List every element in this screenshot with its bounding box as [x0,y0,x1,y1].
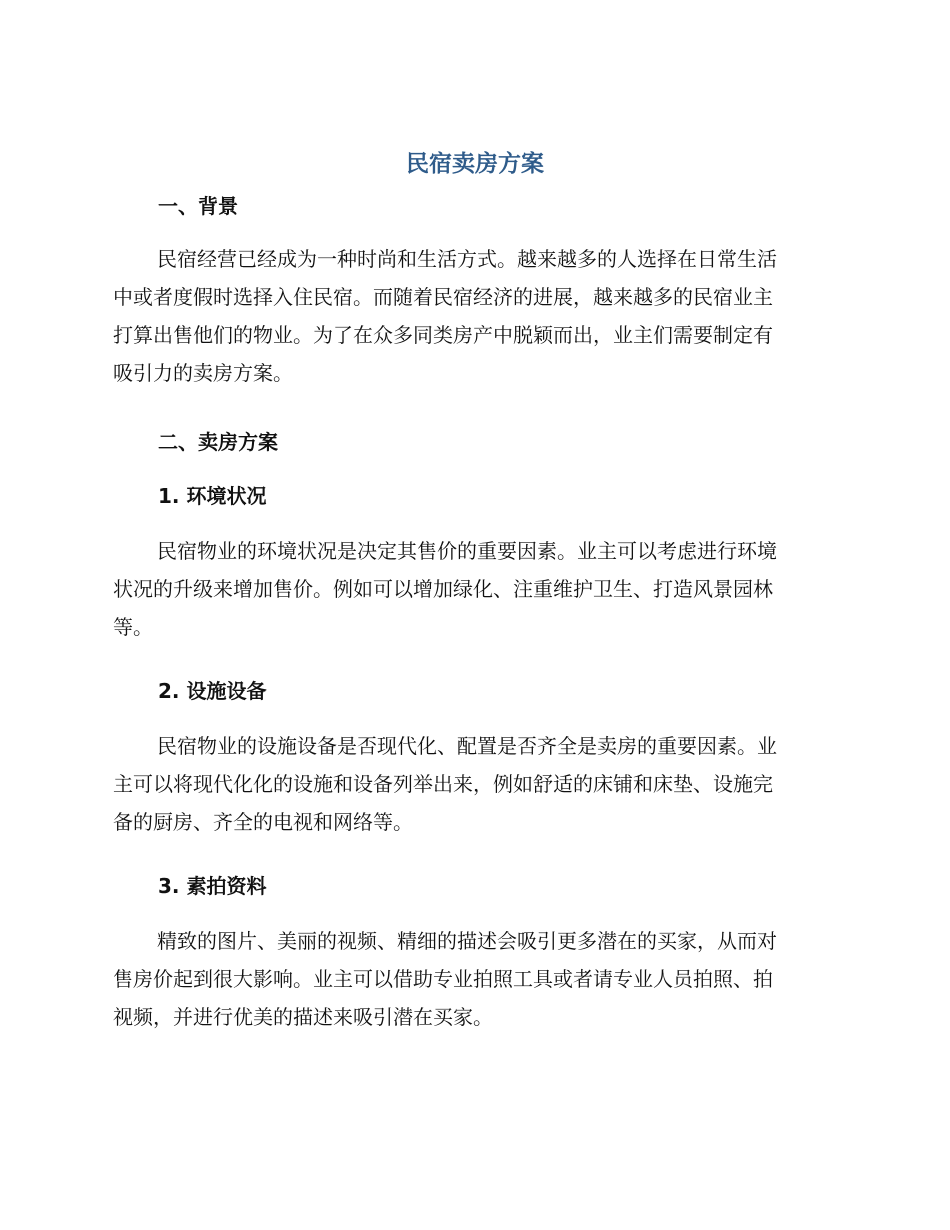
paragraph-line: 售房价起到很大影响。业主可以借助专业拍照工具或者请专业人员拍照、拍 [113,967,773,991]
paragraph-line: 等。 [113,615,153,639]
paragraph-line: 民宿经营已经成为一种时尚和生活方式。越来越多的人选择在日常生活 [157,247,777,271]
document-title: 民宿卖房方案 [406,151,544,177]
paragraph-line: 民宿物业的环境状况是决定其售价的重要因素。业主可以考虑进行环境 [157,539,777,563]
subsection-heading-facilities: 2. 设施设备 [158,679,267,703]
paragraph-environment [113,532,829,646]
section-heading-background: 一、背景 [158,194,238,218]
paragraph-photo-materials [113,922,829,1036]
paragraph-facilities [113,727,829,841]
paragraph-line: 吸引力的卖房方案。 [113,361,293,385]
paragraph-line: 打算出售他们的物业。为了在众多同类房产中脱颖而出，业主们需要制定有 [113,323,773,347]
paragraph-line: 精致的图片、美丽的视频、精细的描述会吸引更多潜在的买家，从而对 [157,929,777,953]
paragraph-line: 状况的升级来增加售价。例如可以增加绿化、注重维护卫生、打造风景园林 [113,577,773,601]
paragraph-line: 中或者度假时选择入住民宿。而随着民宿经济的进展，越来越多的民宿业主 [113,285,773,309]
paragraph-background [113,240,829,392]
section-heading-sale-plan: 二、卖房方案 [158,430,278,454]
subsection-heading-environment: 1. 环境状况 [158,484,267,508]
subsection-heading-photo-materials: 3. 素拍资料 [158,874,267,898]
paragraph-line: 主可以将现代化化的设施和设备列举出来，例如舒适的床铺和床垫、设施完 [113,772,773,796]
paragraph-line: 备的厨房、齐全的电视和网络等。 [113,810,413,834]
paragraph-line: 民宿物业的设施设备是否现代化、配置是否齐全是卖房的重要因素。业 [157,734,777,758]
paragraph-line: 视频，并进行优美的描述来吸引潜在买家。 [113,1005,493,1029]
